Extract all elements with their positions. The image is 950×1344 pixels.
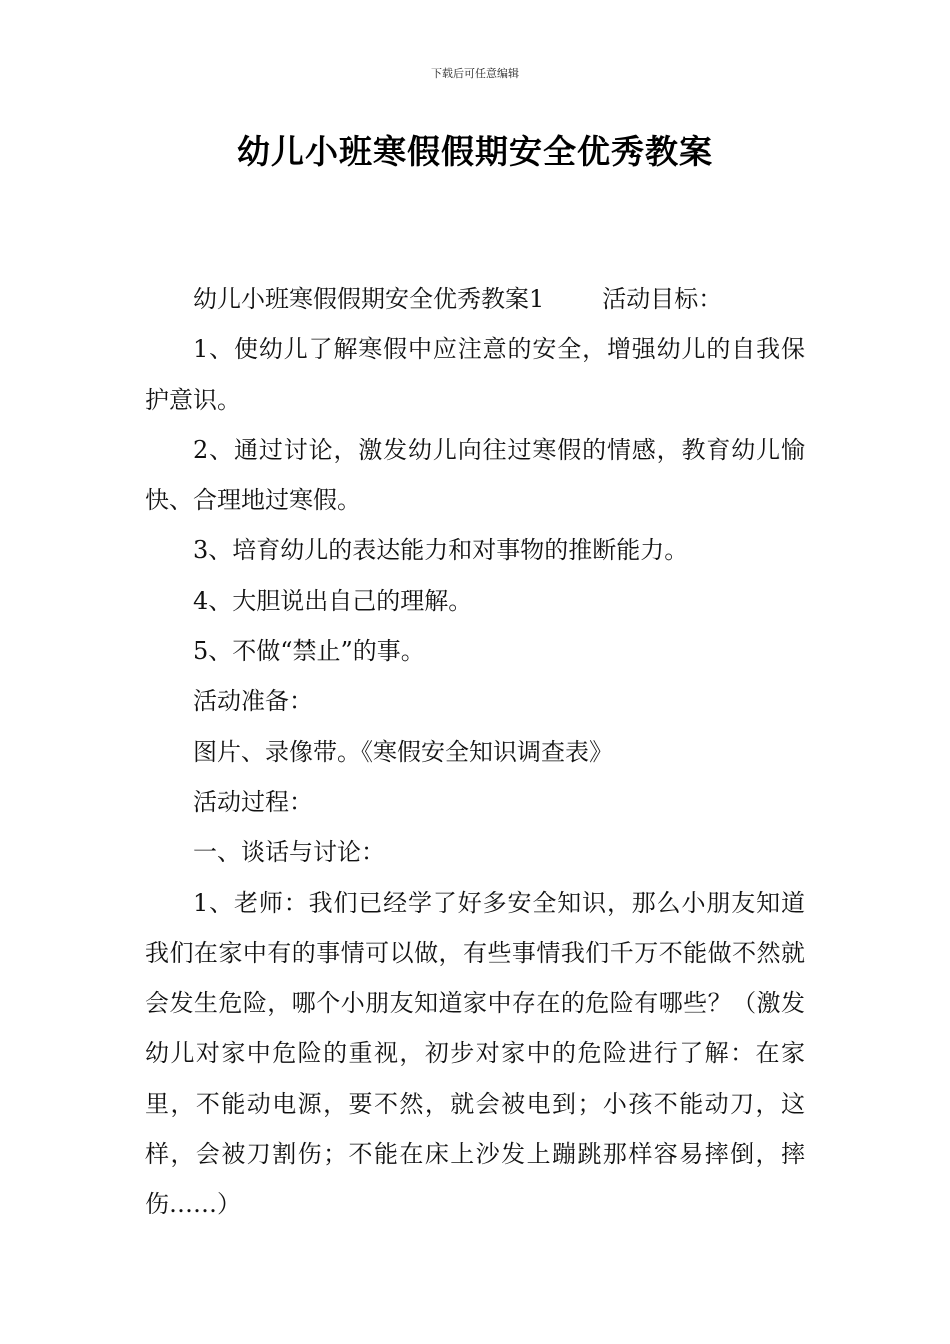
lesson-plan-heading: 幼儿小班寒假假期安全优秀教案1: [193, 285, 545, 313]
goal-item-5: 5、不做“禁止”的事。: [193, 637, 425, 666]
intro-line: [145, 274, 805, 324]
activity-goals-label: 活动目标：: [602, 285, 723, 313]
goal-item-3: 3、培育幼儿的表达能力和对事物的推断能力。: [193, 536, 689, 565]
goal-item-4: 4、大胆说出自己的理解。: [193, 586, 473, 615]
process-heading: 活动过程：: [193, 787, 313, 816]
document-body: [145, 274, 805, 1230]
goal-item-1: 1、使幼儿了解寒假中应注意的安全，增强幼儿的自我保护意识。: [145, 335, 805, 414]
header-note: 下载后可任意编辑: [431, 67, 519, 80]
preparation-heading: 活动准备：: [193, 687, 313, 716]
section-one-heading: 一、谈话与讨论：: [193, 838, 385, 867]
discussion-paragraph: 1、老师：我们已经学了好多安全知识，那么小朋友知道我们在家中有的事情可以做，有些事情我们千万不能做不然就会发生危险，哪个小朋友知道家中存在的危险有哪些？（激发幼儿对家中危险的重视，初步对家中的危险进行了解：在家里，不能动电源，要不然，就会被电到；小孩不能动刀，这样，会被刀割伤；不能在床上沙发上蹦跳那样容易摔倒，摔伤……）: [145, 888, 805, 1219]
preparation-materials: 图片、录像带。《寒假安全知识调查表》: [193, 737, 613, 766]
goal-item-2: 2、通过讨论，激发幼儿向往过寒假的情感，教育幼儿愉快、合理地过寒假。: [145, 435, 805, 515]
document-title: 幼儿小班寒假假期安全优秀教案: [237, 132, 713, 171]
